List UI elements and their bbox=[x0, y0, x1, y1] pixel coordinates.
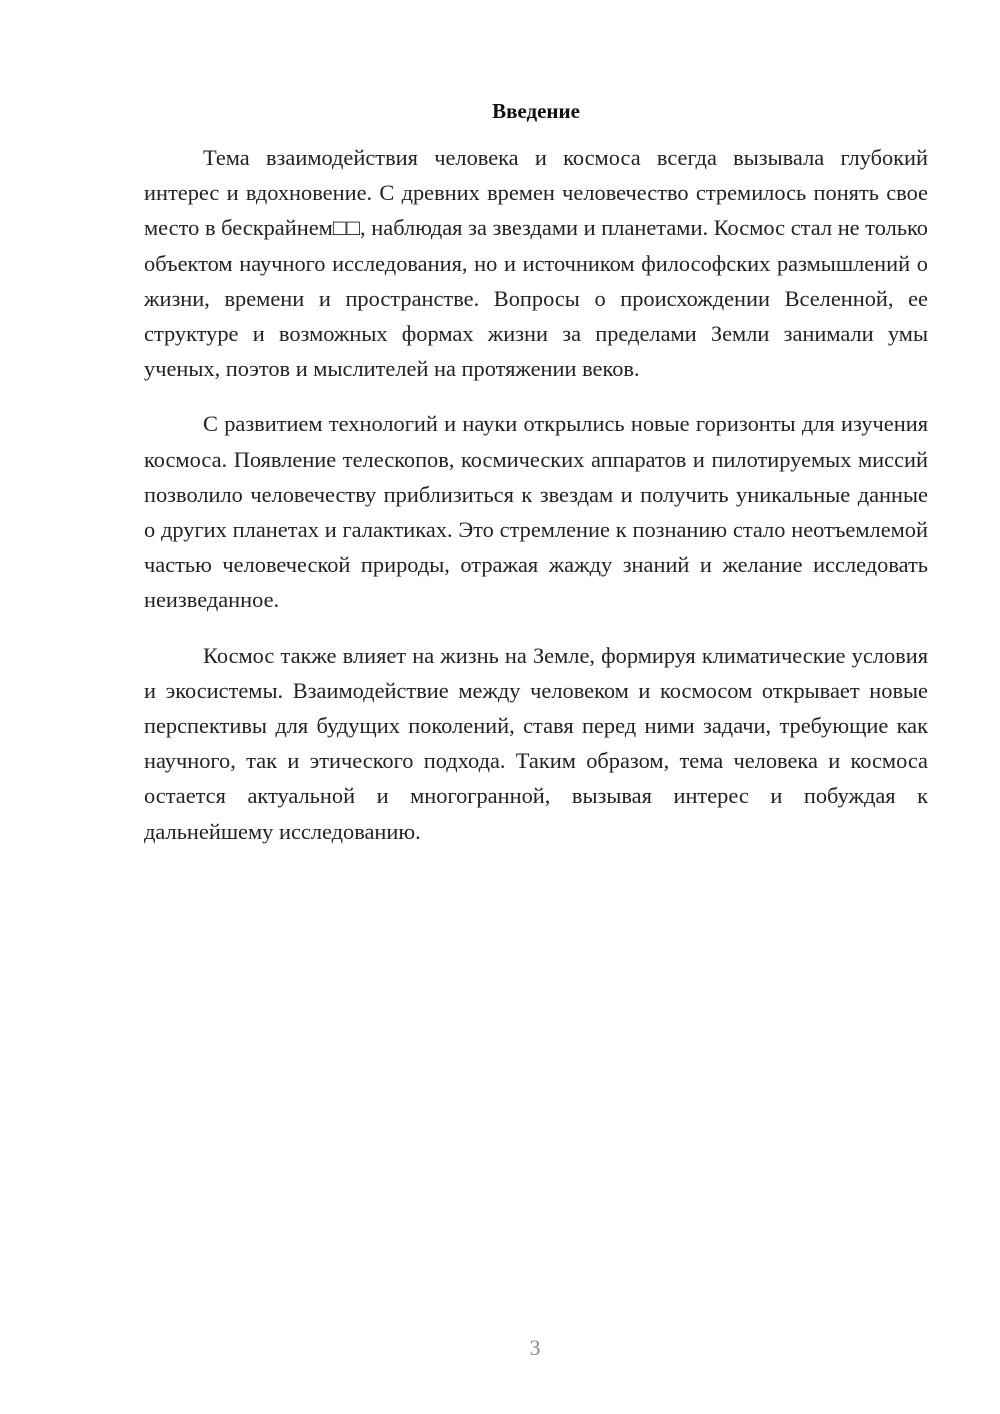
paragraph-3: Космос также влияет на жизнь на Земле, формируя климатические условия и экосистемы. Взаимодействие между человеком и космосом открывает новые перспективы для будущих поколений, ставя перед ними задачи, требующие как научного, так и этического подхода. Таким образом, тема человека и космоса остается актуальной и многогранной, вызывая интерес и побуждая к дальнейшему исследованию. bbox=[144, 642, 928, 844]
page-number: 3 bbox=[529, 1335, 541, 1360]
paragraph-2: С развитием технологий и науки открылись новые горизонты для изучения космоса. Появление телескопов, космических аппаратов и пилотируемых миссий позволило человечеству приблизиться к звездам и получить уникальные данные о других планетах и галактиках. Это стремление к познанию стало неотъемлемой частью человеческой природы, отражая жажду знаний и желание исследовать неизведанное. bbox=[144, 411, 928, 613]
paragraph-1: Тема взаимодействия человека и космоса всегда вызывала глубокий интерес и вдохновение. С древних времен человечество стремилось понять свое место в бескрайнем□□, наблюдая за звездами и планетами. Космос стал не только объектом научного исследования, но и источником философских размышлений о жизни, времени и пространстве. Вопросы о происхождении Вселенной, ее структуре и возможных формах жизни за пределами Земли занимали умы ученых, поэтов и мыслителей на протяжении веков. bbox=[144, 145, 928, 382]
section-title: Введение bbox=[492, 99, 580, 123]
page-content bbox=[144, 96, 928, 849]
